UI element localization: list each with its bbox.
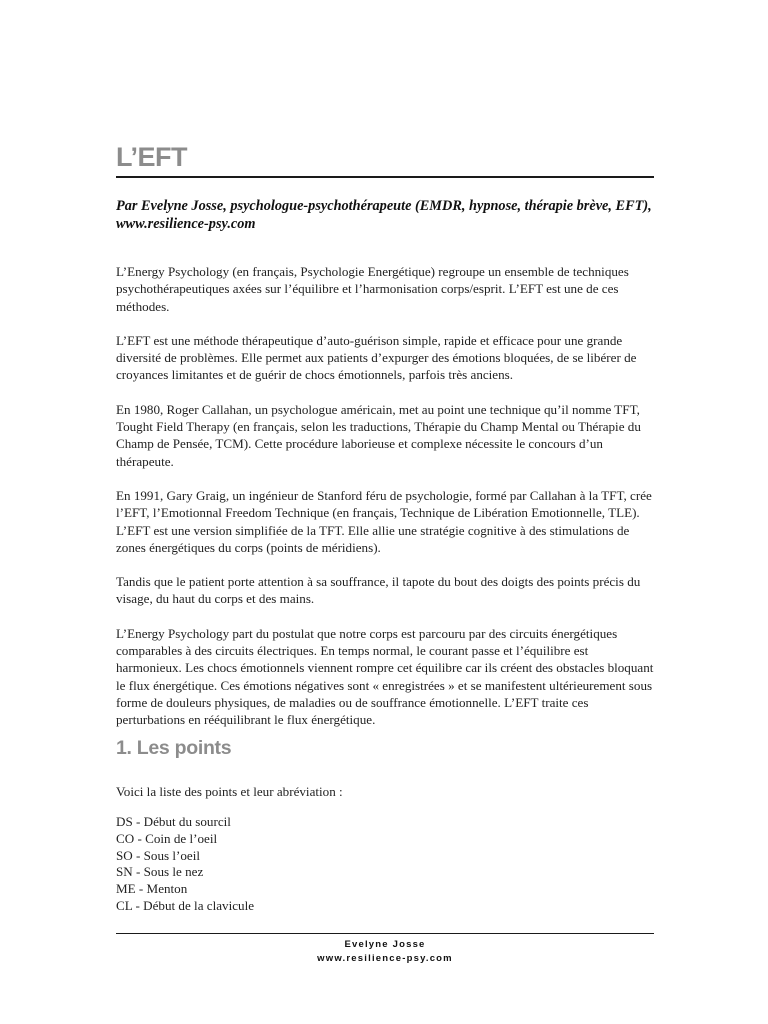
footer-url: www.resilience-psy.com (317, 953, 453, 964)
page-title: L’EFT (116, 142, 187, 172)
footer-author: Evelyne Josse (344, 939, 426, 950)
title-divider (116, 176, 654, 178)
list-item: SN - Sous le nez (116, 864, 204, 880)
list-item: SO - Sous l’oeil (116, 847, 201, 863)
paragraph: En 1991, Gary Graig, un ingénieur de Stanford féru de psychologie, formé par Callahan à la TFT, crée l’EFT, l’Emotionnal Freedom Technique (en français, Technique de Libération Emotionnelle, TLE). L’EFT est une version simplifiée de la TFT. Elle allie une stratégie cognitive à des stimulations de zones énergétiques du corps (points de méridiens). (116, 487, 652, 555)
list-item: ME - Menton (116, 881, 188, 897)
author-line: Par Evelyne Josse, psychologue-psychothérapeute (EMDR, hypnose, thérapie brève, EFT), www.resilience-psy.com (116, 198, 652, 232)
points-intro: Voici la liste des points et leur abréviation : (116, 784, 343, 799)
points-list (116, 814, 254, 915)
paragraph: En 1980, Roger Callahan, un psychologue américain, met au point une technique qu’il nomme TFT, Tought Field Therapy (en français, selon les traductions, Thérapie du Champ Mental ou Thérapie du Champ de Pensée, TCM). Cette procédure laborieuse et complexe nécessite le concours d’un thérapeute. (116, 401, 641, 469)
list-item: DS - Début du sourcil (116, 814, 231, 829)
list-item: CL - Début de la clavicule (116, 897, 255, 913)
page-footer (116, 938, 654, 966)
footer-divider (116, 933, 654, 934)
body-text (116, 263, 656, 746)
paragraph: L’Energy Psychology (en français, Psychologie Energétique) regroupe un ensemble de techniques psychothérapeutiques axées sur l’équilibre et l’harmonisation corps/esprit. L’EFT est une de ces méthodes. (116, 264, 629, 314)
paragraph: L’EFT est une méthode thérapeutique d’auto-guérison simple, rapide et efficace pour une grande diversité de problèmes. Elle permet aux patients d’expurger des émotions bloquées, de se libérer de croyances limitantes et de guérir de chocs émotionnels, parfois très anciens. (116, 332, 637, 383)
paragraph: Tandis que le patient porte attention à sa souffrance, il tapote du bout des doigts des points précis du visage, du haut du corps et des mains. (116, 574, 641, 607)
paragraph: L’Energy Psychology part du postulat que notre corps est parcouru par des circuits énergétiques comparables à des circuits électriques. En temps normal, le courant passe et l’équilibre est harmonieux. Les chocs émotionnels viennent rompre cet équilibre car ils créent des obstacles bloquant le flux énergétique. Ces émotions négatives sont « enregistrées » et se manifestent ultérieurement sous forme de douleurs physiques, de maladies ou de souffrance émotionnelle. L’EFT traite ces perturbations en rééquilibrant le flux énergétique. (116, 625, 654, 728)
section-title: 1. Les points (116, 737, 232, 759)
list-item: CO - Coin de l’oeil (116, 830, 218, 846)
